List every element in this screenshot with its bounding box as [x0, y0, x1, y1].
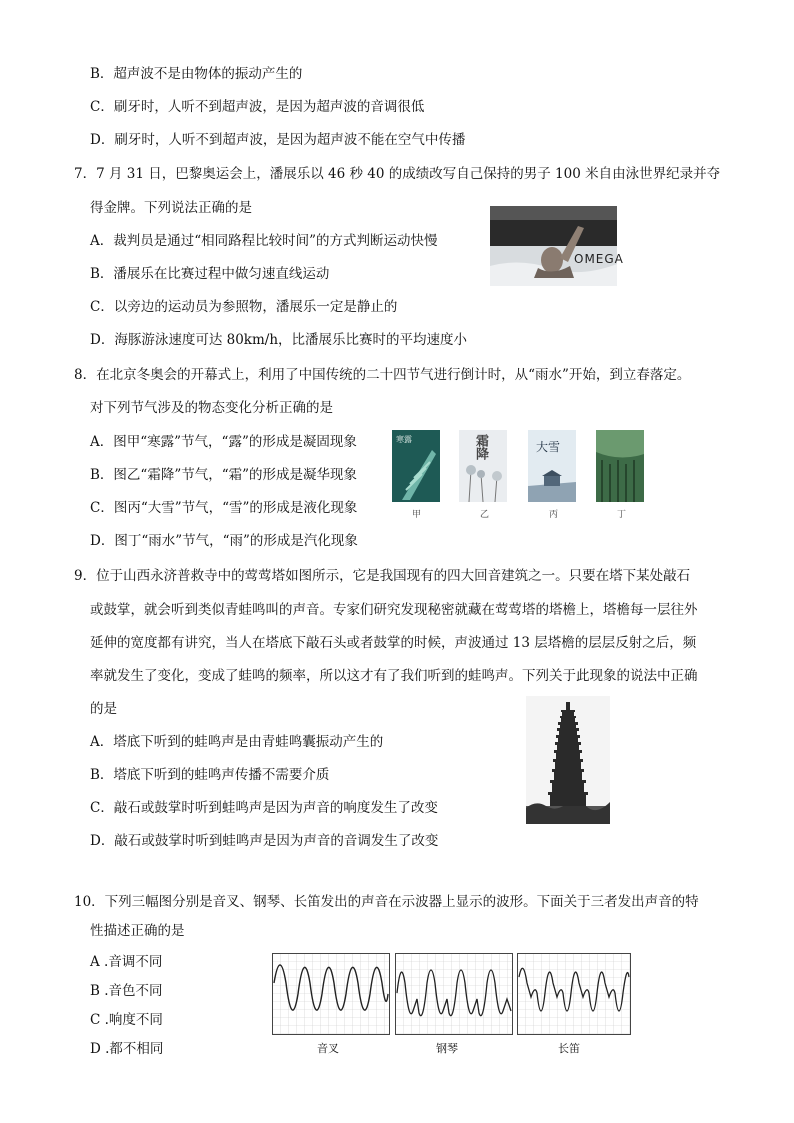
omega-logo-text: OMEGA	[574, 252, 624, 266]
q8-option-c: C．图丙“大雪”节气，“雪”的形成是液化现象	[90, 500, 358, 516]
poster-shuangjiang-title: 霜降	[473, 434, 488, 460]
q6-option-c: C．刷牙时，人听不到超声波，是因为超声波的音调很低	[90, 99, 425, 115]
caption-ding: 丁	[617, 510, 627, 520]
poster-yushui	[596, 430, 644, 502]
q10-stem-line2: 性描述正确的是	[90, 923, 185, 939]
q8-option-b: B．图乙“霜降”节气，“霜”的形成是凝华现象	[90, 467, 358, 483]
q7-option-d: D．海豚游泳速度可达 80km/h，比潘展乐比赛时的平均速度小	[90, 332, 468, 348]
q10-option-c: C .响度不同	[90, 1012, 163, 1028]
caption-yi: 乙	[480, 510, 490, 520]
caption-tuning-fork: 音叉	[317, 1042, 339, 1055]
q8-option-a: A．图甲“寒露”节气，“露”的形成是凝固现象	[90, 434, 357, 450]
q9-stem-line1: 9．位于山西永济普救寺中的莺莺塔如图所示，它是我国现有的四大回音建筑之一。只要在塔下某处敲石	[74, 568, 691, 584]
q7-option-c: C．以旁边的运动员为参照物，潘展乐一定是静止的	[90, 299, 398, 315]
q6-option-d: D．刷牙时，人听不到超声波，是因为超声波不能在空气中传播	[90, 132, 466, 148]
q10-option-d: D .都不相同	[90, 1041, 164, 1057]
q6-option-b: B．超声波不是由物体的振动产生的	[90, 66, 303, 82]
flute-waveform	[517, 953, 631, 1035]
caption-flute: 长笛	[558, 1042, 580, 1055]
q9-stem-line3: 延伸的宽度都有讲究，当人在塔底下敲石头或者鼓掌的时候，声波通过 13 层塔檐的层层反射之后，频	[90, 635, 697, 651]
q9-option-a: A．塔底下听到的蛙鸣声是由青蛙鸣囊振动产生的	[90, 734, 384, 750]
swimmer-photo	[490, 206, 624, 286]
piano-waveform	[395, 953, 513, 1035]
q9-option-d: D．敲石或鼓掌时听到蛙鸣声是因为声音的音调发生了改变	[90, 833, 439, 849]
q10-stem-line1: 10．下列三幅图分别是音叉、钢琴、长笛发出的声音在示波器上显示的波形。下面关于三者发出声音的特	[74, 894, 699, 910]
caption-jia: 甲	[412, 510, 422, 520]
q10-option-a: A .音调不同	[90, 954, 163, 970]
poster-daxue-title: 大雪	[536, 440, 561, 454]
yingying-pagoda-photo	[526, 696, 610, 824]
q7-stem-line1: 7．7 月 31 日，巴黎奥运会上，潘展乐以 46 秒 40 的成绩改写自己保持的男子 100 米自由泳世界纪录并夺	[74, 166, 721, 182]
poster-hanlu-title: 寒露	[396, 435, 412, 444]
q8-stem-line1: 8．在北京冬奥会的开幕式上，利用了中国传统的二十四节气进行倒计时，从“雨水”开始，到立春落定。	[74, 367, 691, 383]
q9-option-c: C．敲石或鼓掌时听到蛙鸣声是因为声音的响度发生了改变	[90, 800, 438, 816]
caption-piano: 钢琴	[436, 1042, 458, 1055]
q7-option-b: B．潘展乐在比赛过程中做匀速直线运动	[90, 266, 330, 282]
poster-shuangjiang	[459, 430, 507, 502]
q10-option-b: B .音色不同	[90, 983, 163, 999]
q8-stem-line2: 对下列节气涉及的物态变化分析正确的是	[90, 400, 333, 416]
q9-stem-line4: 率就发生了变化，变成了蛙鸣的频率，所以这才有了我们听到的蛙鸣声。下列关于此现象的说法中正确	[90, 668, 698, 684]
q9-stem-line2: 或鼓掌，就会听到类似青蛙鸣叫的声音。专家们研究发现秘密就藏在莺莺塔的塔檐上，塔檐每一层往外	[90, 602, 698, 618]
q7-option-a: A．裁判员是通过“相同路程比较时间”的方式判断运动快慢	[90, 233, 438, 249]
q7-stem-line2: 得金牌。下列说法正确的是	[90, 200, 252, 216]
q8-option-d: D．图丁“雨水”节气，“雨”的形成是汽化现象	[90, 533, 358, 549]
poster-daxue	[528, 430, 576, 502]
caption-bing: 丙	[549, 510, 559, 520]
poster-hanlu	[392, 430, 440, 502]
q9-option-b: B．塔底下听到的蛙鸣声传播不需要介质	[90, 767, 330, 783]
q9-stem-line5: 的是	[90, 701, 117, 717]
tuning-fork-waveform	[272, 953, 390, 1035]
